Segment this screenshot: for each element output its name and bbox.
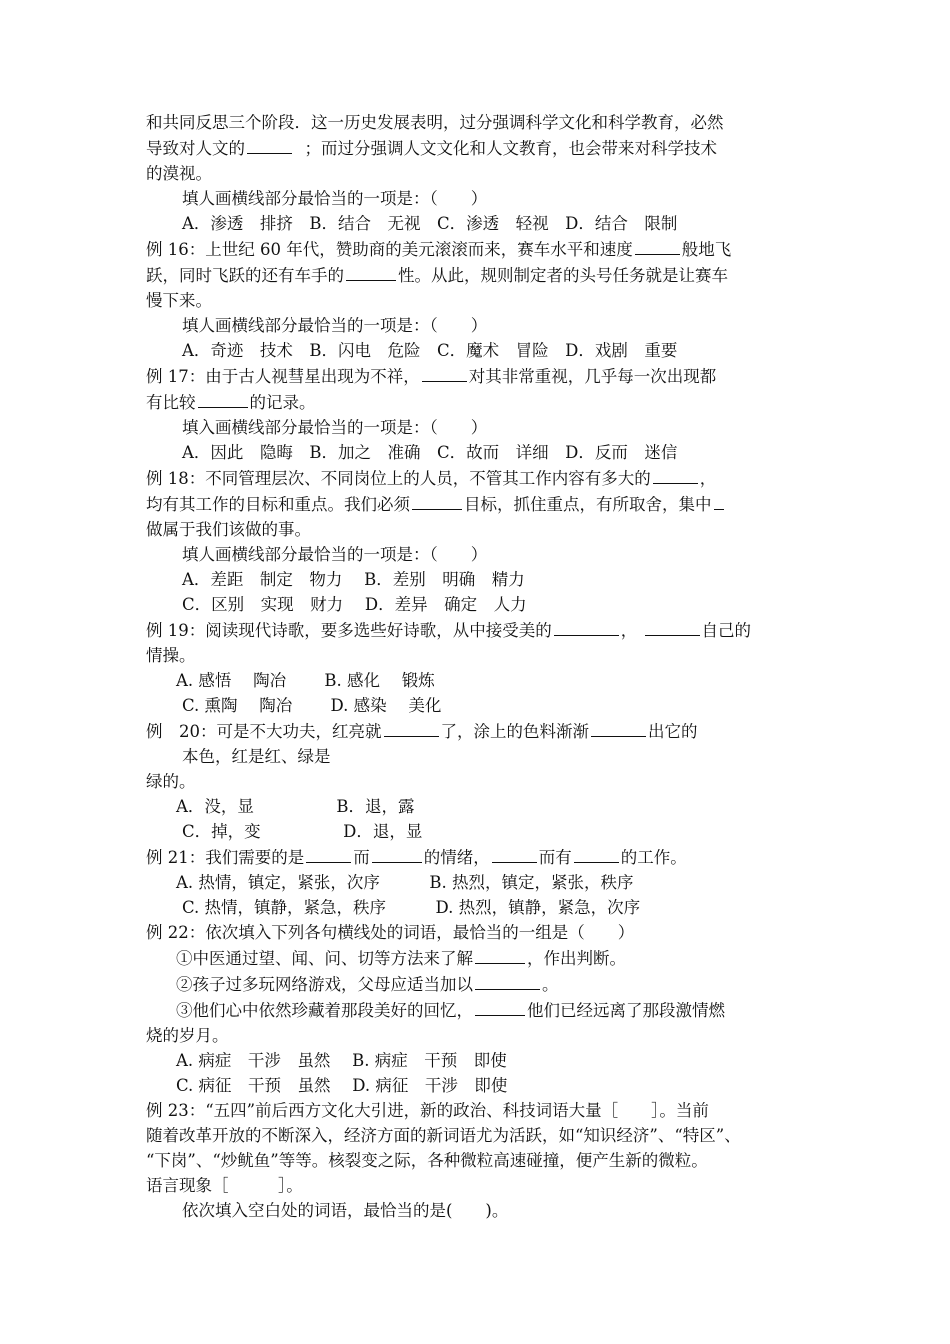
text-run: 导致对人文的 bbox=[146, 139, 245, 158]
text-line bbox=[146, 997, 808, 1023]
text-line: 情操。 bbox=[146, 646, 196, 665]
answer-blank bbox=[475, 997, 525, 1016]
text-run: 对其非常重视，几乎每一次出现都 bbox=[468, 367, 717, 386]
text-run: 例 19：阅读现代诗歌，要多选些好诗歌，从中接受美的 bbox=[146, 621, 552, 640]
text-run: 跃，同时飞跃的还有车手的 bbox=[146, 266, 344, 285]
text-run: 。 bbox=[542, 975, 559, 994]
answer-options: C. 热情，镇静，紧急，秩序 D. 热烈，镇静，紧急，次序 bbox=[182, 898, 641, 917]
text-line bbox=[146, 971, 808, 997]
answer-blank bbox=[306, 844, 351, 863]
text-run: 而有 bbox=[538, 848, 572, 867]
answer-options: A．因此 隐晦 B．加之 准确 C．故而 详细 D．反而 迷信 bbox=[182, 443, 678, 462]
answer-blank bbox=[714, 491, 724, 510]
text-line bbox=[146, 718, 808, 744]
answer-options: A．差距 制定 物力 B．差别 明确 精力 bbox=[182, 570, 525, 589]
text-run: 出它的 bbox=[648, 722, 698, 741]
text-line bbox=[146, 844, 808, 870]
answer-blank bbox=[372, 844, 422, 863]
question-prompt: 填人画横线部分最恰当的一项是：（ ） bbox=[182, 545, 488, 564]
text-line bbox=[146, 491, 808, 517]
answer-blank bbox=[554, 617, 619, 636]
answer-blank bbox=[492, 844, 537, 863]
text-line bbox=[146, 236, 808, 262]
answer-blank bbox=[591, 718, 646, 737]
question-prompt: 填人画横线部分最恰当的一项是：（ ） bbox=[182, 189, 488, 208]
text-run: 的情绪， bbox=[423, 848, 490, 867]
text-line: 烧的岁月。 bbox=[146, 1026, 229, 1045]
text-run: 性。从此，规则制定者的头号任务就是让赛车 bbox=[398, 266, 728, 285]
text-run: 目标，抓住重点，有所取舍，集中 bbox=[464, 495, 712, 514]
text-line: 做属于我们该做的事。 bbox=[146, 520, 311, 539]
text-run: ③他们心中依然珍藏着那段美好的回忆， bbox=[176, 1001, 473, 1020]
answer-blank bbox=[574, 844, 619, 863]
answer-options: A. 热情，镇定，紧张，次序 B. 热烈，镇定，紧张，秩序 bbox=[176, 873, 634, 892]
text-line: “下岗”、“炒鱿鱼”等等。核裂变之际，各种微粒高速碰撞，便产生新的微粒。 bbox=[146, 1151, 708, 1170]
text-run: 例 18：不同管理层次、不同岗位上的人员，不管其工作内容有多大的 bbox=[146, 469, 651, 488]
answer-options: A. 感悟 陶冶 B. 感化 锻炼 bbox=[176, 671, 435, 690]
answer-blank bbox=[422, 363, 467, 382]
text-run: ①中医通过望、闻、问、切等方法来了解 bbox=[176, 949, 473, 968]
answer-blank bbox=[645, 617, 700, 636]
text-run: 自己的 bbox=[701, 621, 751, 640]
text-run: 他们已经远离了那段激情燃 bbox=[527, 1001, 725, 1020]
text-line: 随着改革开放的不断深入，经济方面的新词语尤为活跃，如“知识经济”、“特区”、 bbox=[146, 1126, 741, 1145]
answer-blank bbox=[475, 945, 525, 964]
text-run: 的工作。 bbox=[620, 848, 687, 867]
text-run: 有比较 bbox=[146, 393, 196, 412]
text-run: 例 21：我们需要的是 bbox=[146, 848, 305, 867]
answer-blank bbox=[635, 236, 680, 255]
question-prompt: 依次填入空白处的词语，最恰当的是( )。 bbox=[182, 1201, 509, 1220]
answer-blank bbox=[475, 971, 540, 990]
text-line: 慢下来。 bbox=[146, 291, 212, 310]
text-line: 和共同反思三个阶段．这一历史发展表明，过分强调科学文化和科学教育，必然 bbox=[146, 113, 724, 132]
text-run: ， bbox=[699, 469, 717, 488]
answer-blank bbox=[247, 135, 292, 154]
document-page bbox=[146, 110, 808, 1223]
text-run: 了，涂上的色料渐渐 bbox=[440, 722, 589, 741]
answer-blank bbox=[412, 491, 462, 510]
answer-options: C．掉，变 D．退，显 bbox=[182, 822, 423, 841]
text-run: 例 16：上世纪 60 年代，赞助商的美元滚滚而来，赛车水平和速度 bbox=[146, 240, 633, 259]
text-line: 例 22：依次填入下列各句横线处的词语，最恰当的一组是（ ） bbox=[146, 923, 635, 942]
answer-options: A．奇迹 技术 B．闪电 危险 C．魔术 冒险 D．戏剧 重要 bbox=[182, 341, 678, 360]
text-run: 般地飞 bbox=[681, 240, 732, 259]
question-prompt: 填入画横线部分最恰当的一项是：（ ） bbox=[182, 418, 488, 437]
text-run: ， bbox=[620, 621, 638, 640]
text-line bbox=[146, 363, 808, 389]
text-line: 的漠视。 bbox=[146, 164, 212, 183]
text-run: 而 bbox=[353, 848, 370, 867]
answer-blank bbox=[384, 718, 439, 737]
text-run: 例 17：由于古人视彗星出现为不祥， bbox=[146, 367, 420, 386]
text-run: 均有其工作的目标和重点。我们必须 bbox=[146, 495, 410, 514]
answer-options: C．区别 实现 财力 D．差异 确定 人力 bbox=[182, 595, 527, 614]
text-line bbox=[146, 262, 808, 288]
text-line: 例 23：“五四”前后西方文化大引进，新的政治、科技词语大量［ ］。当前 bbox=[146, 1101, 709, 1120]
answer-options: C. 病征 干预 虽然 D. 病征 干涉 即使 bbox=[176, 1076, 508, 1095]
text-line bbox=[146, 135, 808, 161]
text-run: 的记录。 bbox=[249, 393, 316, 412]
text-run: ②孩子过多玩网络游戏，父母应适当加以 bbox=[176, 975, 473, 994]
text-line: 语言现象［ ］。 bbox=[146, 1176, 303, 1195]
text-line bbox=[146, 945, 808, 971]
text-run: 例 20：可是不大功夫，红亮就 bbox=[146, 722, 382, 741]
text-line: 绿的。 bbox=[146, 772, 196, 791]
text-run: ；而过分强调人文文化和人文教育，也会带来对科学技术 bbox=[304, 139, 717, 158]
answer-options: A．没，显 B．退，露 bbox=[176, 797, 415, 816]
answer-blank bbox=[346, 262, 396, 281]
text-run: ，作出判断。 bbox=[527, 949, 626, 968]
question-prompt: 填人画横线部分最恰当的一项是：（ ） bbox=[182, 316, 488, 335]
text-line bbox=[146, 389, 808, 415]
answer-blank bbox=[653, 465, 698, 484]
answer-options: A．渗透 排挤 B．结合 无视 C．渗透 轻视 D．结合 限制 bbox=[182, 214, 678, 233]
answer-options: A. 病症 干涉 虽然 B. 病症 干预 即使 bbox=[176, 1051, 507, 1070]
answer-blank bbox=[198, 389, 248, 408]
answer-options: C. 熏陶 陶冶 D. 感染 美化 bbox=[182, 696, 442, 715]
text-line: 本色，红是红、绿是 bbox=[182, 747, 331, 766]
text-line bbox=[146, 617, 808, 643]
text-line bbox=[146, 465, 808, 491]
